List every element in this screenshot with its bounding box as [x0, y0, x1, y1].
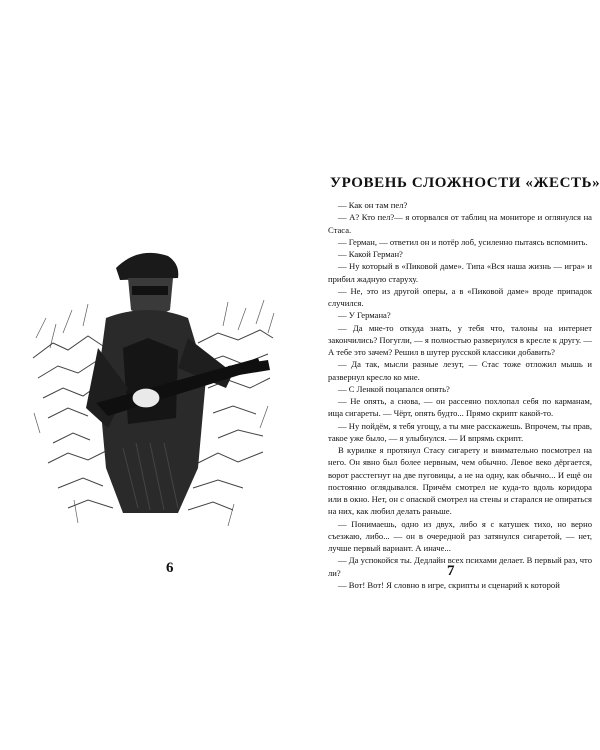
- paragraph: — Герман, — ответил он и потёр лоб, усиленно пытаясь вспомнить.: [338, 236, 588, 247]
- paragraph: — С Ленкой поцапался опять?: [338, 383, 450, 394]
- paragraph: — Да успокойся ты. Дедлайн всех психами делает. В первый раз, что ли?: [328, 555, 592, 578]
- chapter-title: УРОВЕНЬ СЛОЖНОСТИ «ЖЕСТЬ»: [330, 175, 600, 191]
- paragraph: В курилке я протянул Стасу сигарету и внимательно посмотрел на него. Он явно был более нервным, чем обычно. Левое веко дёргается, ворот расстегнут на две пуговицы, а не на одну, как обычно... И ещё он постоянно оглядывался. Причём смотрел не куда-то вдоль коридора или в окно. Нет, он с опаской смотрел на стены и старался не опираться на них, как любил делать раньше.: [328, 445, 592, 517]
- right-page: [300, 0, 600, 750]
- paragraph: — Ну который в «Пиковой даме». Типа «Вся наша жизнь — игра» и прибил жадную старуху.: [328, 261, 592, 284]
- page-number-left: 6: [166, 560, 174, 576]
- paragraph: — Да мне-то откуда знать, у тебя что, талоны на интернет закончились? Погугли, — я полностью развернулся в кресле к другу. — А тебе это зачем? Решил в шутер русской классики добавить?: [328, 322, 592, 357]
- paragraph: — У Германа?: [338, 310, 391, 321]
- body-text: [328, 199, 592, 591]
- paragraph: — Да так, мысли разные лезут, — Стас тоже отложил мышь и развернул кресло ко мне.: [328, 359, 592, 382]
- paragraph: — Не, это из другой оперы, а в «Пиковой даме» вроде припадок случился.: [328, 285, 592, 308]
- page-number-right: 7: [447, 563, 455, 579]
- soldier-illustration: [28, 238, 278, 530]
- paragraph: — Вот! Вот! Я словно в игре, скрипты и сценарий к которой: [338, 579, 560, 590]
- paragraph: — Какой Герман?: [338, 249, 403, 259]
- paragraph: — Ну пойдём, я тебя угощу, а ты мне расскажешь. Впрочем, ты прав, такое уже было, — я улыбнулся. — И впрямь скрипт.: [328, 420, 592, 443]
- paragraph: — Понимаешь, одно из двух, либо я с катушек тихо, но верно съезжаю, либо... — он в очередной раз затянулся сигаретой, — нет, лучше первый вариант. А иначе...: [328, 518, 592, 553]
- paragraph: — А? Кто пел?— я оторвался от таблиц на мониторе и оглянулся на Стаса.: [328, 212, 592, 235]
- paragraph: — Не опять, а снова, — он рассеяно похлопал себя по карманам, ища сигареты. — Чёрт, опять будто... Прямо скрипт какой-то.: [328, 396, 592, 419]
- paragraph: — Как он там пел?: [338, 200, 408, 210]
